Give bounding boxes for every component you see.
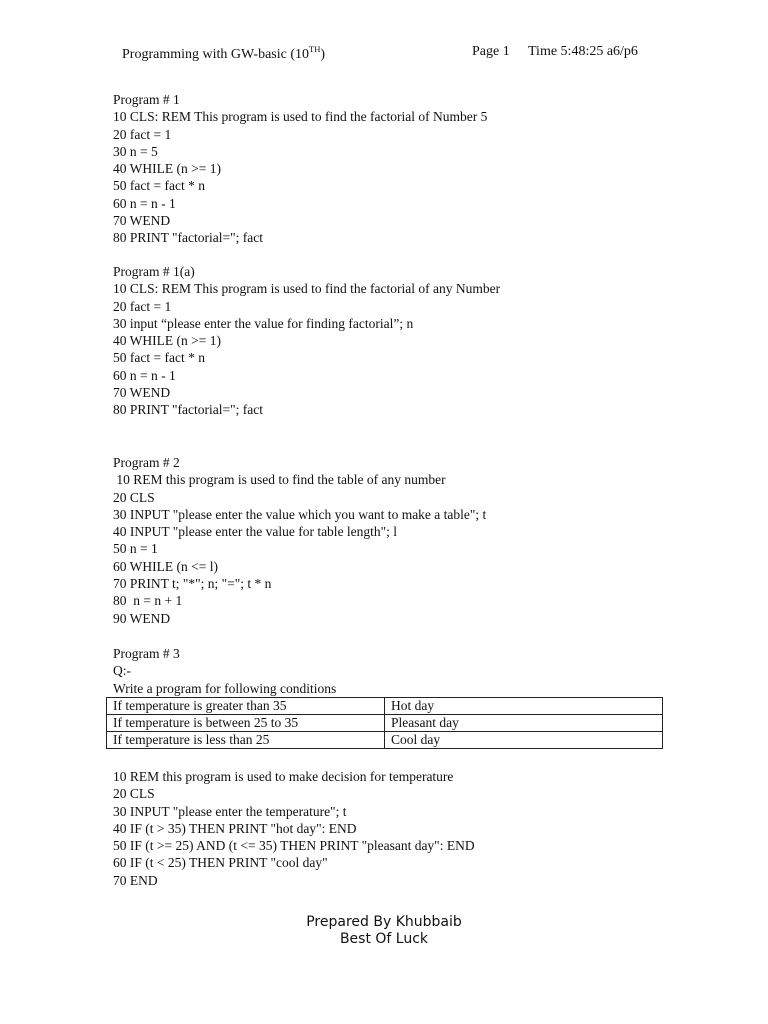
program-2-block (113, 454, 673, 627)
code-line: 60 IF (t < 25) THEN PRINT "cool day" (113, 855, 328, 871)
table-row (107, 732, 663, 749)
time-stamp: Time 5:48:25 a6/p6 (528, 44, 638, 59)
code-line: 40 WHILE (n >= 1) (113, 161, 221, 177)
result-cell: Cool day (385, 732, 663, 749)
document-title-superscript: TH (309, 44, 321, 54)
code-line: 60 WHILE (n <= l) (113, 558, 218, 574)
code-line: 70 WEND (113, 213, 171, 229)
question-prompt: Write a program for following conditions (113, 680, 337, 696)
code-line: 20 CLS (113, 489, 155, 505)
code-line: 60 n = n - 1 (113, 195, 176, 211)
code-line: 40 IF (t > 35) THEN PRINT "hot day": END (113, 820, 357, 836)
conditions-table (106, 697, 663, 749)
code-line: 20 CLS (113, 786, 155, 802)
document-title-close: ) (320, 47, 326, 62)
condition-cell: If temperature is greater than 35 (107, 698, 385, 715)
code-line: 50 fact = fact * n (113, 350, 205, 366)
document-title (122, 44, 325, 63)
footer-wish: Best Of Luck (339, 931, 429, 947)
footer-author: Prepared By Khubbaib (306, 914, 462, 930)
program-1a-block (113, 263, 673, 419)
code-line: 80 PRINT "factorial="; fact (113, 230, 263, 246)
condition-cell: If temperature is between 25 to 35 (107, 715, 385, 732)
page-number: Page 1 (472, 44, 510, 59)
code-line: 20 fact = 1 (113, 126, 172, 142)
document-title-text: Programming with GW-basic (10 (122, 47, 310, 62)
table-row (107, 715, 663, 732)
code-line: 70 WEND (113, 385, 171, 401)
program-heading: Program # 3 (113, 646, 180, 661)
program-heading: Program # 1 (113, 92, 180, 107)
code-line: 10 CLS: REM This program is used to find the factorial of any Number (113, 281, 501, 297)
code-line: 50 fact = fact * n (113, 178, 205, 194)
code-line: 90 WEND (113, 610, 171, 626)
table-row (107, 698, 663, 715)
condition-cell: If temperature is less than 25 (107, 732, 385, 749)
code-line: 50 IF (t >= 25) AND (t <= 35) THEN PRINT "pleasant day": END (113, 838, 475, 854)
page-footer (0, 914, 768, 948)
code-line: 80 n = n + 1 (113, 593, 183, 609)
program-3-code (113, 768, 673, 889)
code-line: 30 INPUT "please enter the value which you want to make a table"; t (113, 506, 487, 522)
code-line: 10 REM this program is used to find the table of any number (113, 472, 446, 488)
code-line: 10 CLS: REM This program is used to find the factorial of Number 5 (113, 109, 488, 125)
program-1-block (113, 91, 673, 247)
code-line: 40 INPUT "please enter the value for table length"; l (113, 524, 398, 540)
result-cell: Pleasant day (385, 715, 663, 732)
code-line: 80 PRINT "factorial="; fact (113, 402, 263, 418)
code-line: 30 INPUT "please enter the temperature"; t (113, 803, 347, 819)
program-heading: Program # 2 (113, 455, 180, 470)
code-line: 50 n = 1 (113, 541, 158, 557)
code-line: 70 PRINT t; "*"; n; "="; t * n (113, 576, 272, 592)
code-line: 20 fact = 1 (113, 298, 172, 314)
page-header (122, 44, 682, 66)
program-heading: Program # 1(a) (113, 264, 195, 279)
code-line: 30 n = 5 (113, 143, 158, 159)
code-line: 10 REM this program is used to make decision for temperature (113, 769, 454, 784)
code-line: 40 WHILE (n >= 1) (113, 333, 221, 349)
code-line: 70 END (113, 872, 158, 888)
question-label: Q:- (113, 663, 131, 679)
result-cell: Hot day (385, 698, 663, 715)
code-line: 60 n = n - 1 (113, 367, 176, 383)
code-line: 30 input “please enter the value for finding factorial”; n (113, 315, 414, 331)
program-3-intro (113, 645, 673, 697)
